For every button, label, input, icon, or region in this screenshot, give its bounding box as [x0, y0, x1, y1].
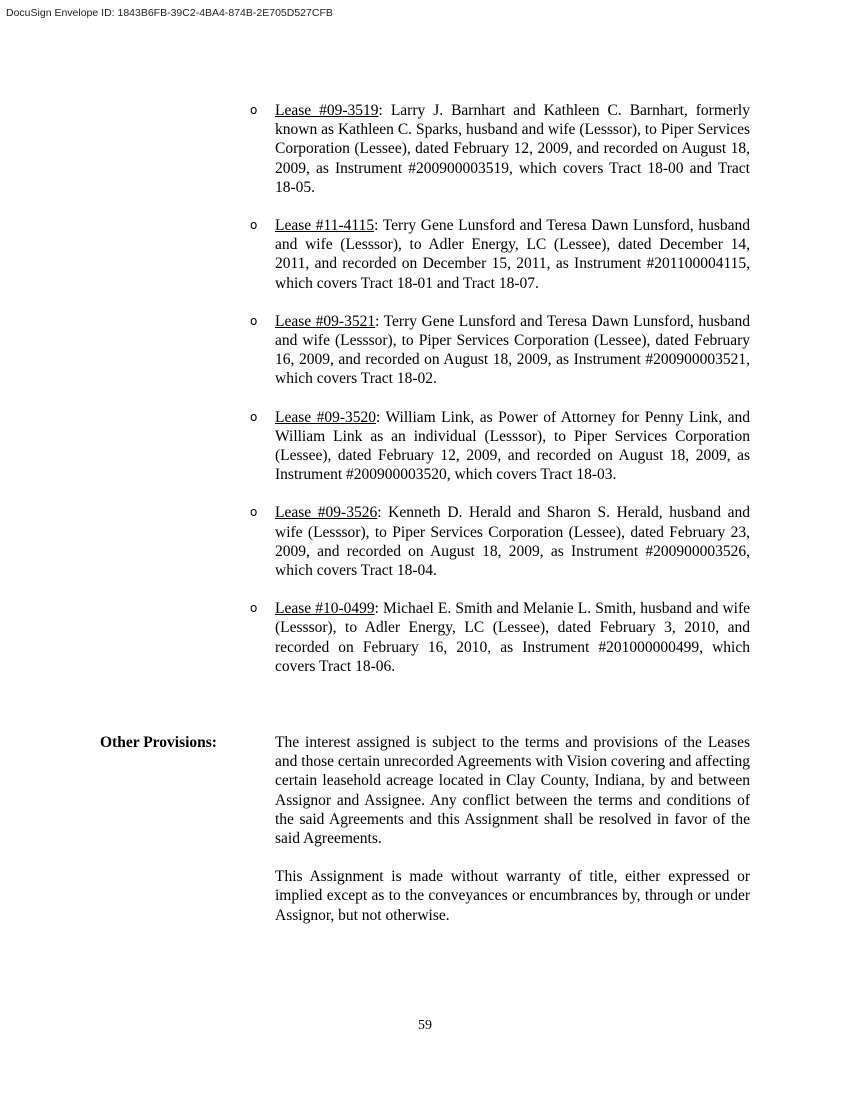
lease-description: Terry Gene Lunsford and Teresa Dawn Lunsford, husband and wife (Lesssor), to Adler Energy, LC (Lessee), dated December 14, 2011, and recorded on December 15, 2011, as Instrument #201100004115, which covers Tract 18-01 and Tract 18-07. [275, 217, 751, 292]
lease-separator: : [374, 600, 384, 618]
lease-separator: : [374, 217, 383, 235]
lease-item [250, 408, 750, 485]
circle-bullet-icon: o [250, 313, 258, 328]
lease-item [250, 216, 750, 293]
lease-number: Lease #09-3521 [275, 312, 376, 330]
lease-number: Lease #09-3520 [275, 408, 377, 426]
circle-bullet-icon: o [250, 409, 258, 424]
lease-separator: : [377, 504, 389, 522]
page-number: 59 [418, 1018, 432, 1033]
circle-bullet-icon: o [250, 218, 258, 233]
docusign-envelope-id: DocuSign Envelope ID: 1843B6FB-39C2-4BA4-874B-2E705D527CFB [6, 7, 333, 19]
lease-description: Kenneth D. Herald and Sharon S. Herald, husband and wife (Lesssor), to Piper Services Corporation (Lessee), dated February 23, 2009, and recorded on August 18, 2009, as Instrument #200900003526, which covers Tract 18-04. [275, 504, 750, 580]
circle-bullet-icon: o [250, 601, 258, 616]
lease-separator: : [378, 102, 391, 119]
lease-item [250, 599, 750, 676]
lease-number: Lease #09-3519 [275, 102, 379, 119]
lease-description: Terry Gene Lunsford and Teresa Dawn Lunsford, husband and wife (Lesssor), to Piper Services Corporation (Lessee), dated February 16, 2009, and recorded on August 18, 2009, as Instrument #200900003521, which covers Tract 18-02. [275, 312, 750, 388]
lease-separator: : [375, 312, 384, 330]
other-provisions-label: Other Provisions: [100, 734, 217, 751]
lease-description: William Link, as Power of Attorney for Penny Link, and William Link as an individual (Lesssor), to Piper Services Corporation (Lessee), dated February 12, 2009, and recorded on August 18, 2009, as Instrument #200900003520, which covers Tract 18-03. [275, 408, 751, 484]
lease-list [250, 101, 750, 695]
lease-description: Michael E. Smith and Melanie L. Smith, husband and wife (Lesssor), to Adler Energy, LC (Lessee), dated February 3, 2010, and recorded on February 16, 2010, as Instrument #201000000499, which covers Tract 18-06. [275, 600, 750, 675]
lease-number: Lease #10-0499 [275, 600, 375, 618]
lease-separator: : [376, 408, 386, 426]
lease-item [250, 503, 750, 580]
lease-description: Larry J. Barnhart and Kathleen C. Barnhart, formerly known as Kathleen C. Sparks, husband and wife (Lesssor), to Piper Services Corporation (Lessee), dated February 12, 2009, and recorded on August 18, 2009, as Instrument #200900003519, which covers Tract 18-00 and Tract 18-05. [275, 102, 750, 196]
circle-bullet-icon: o [250, 505, 258, 520]
lease-number: Lease #11-4115 [275, 217, 375, 235]
circle-bullet-icon: o [250, 103, 258, 117]
provisions-paragraph: This Assignment is made without warranty of title, either expressed or implied except as to the conveyances or encumbrances by, through or under Assignor, but not otherwise. [275, 868, 750, 924]
lease-item [250, 312, 750, 389]
lease-item [250, 101, 750, 197]
other-provisions-body [275, 733, 750, 944]
provisions-paragraph: The interest assigned is subject to the terms and provisions of the Leases and those certain unrecorded Agreements with Vision covering and affecting certain leasehold acreage located in Clay County, Indiana, by and between Assignor and Assignee. Any conflict between the terms and conditions of the said Agreements and this Assignment shall be resolved in favor of the said Agreements. [275, 734, 750, 848]
lease-number: Lease #09-3526 [275, 504, 378, 522]
